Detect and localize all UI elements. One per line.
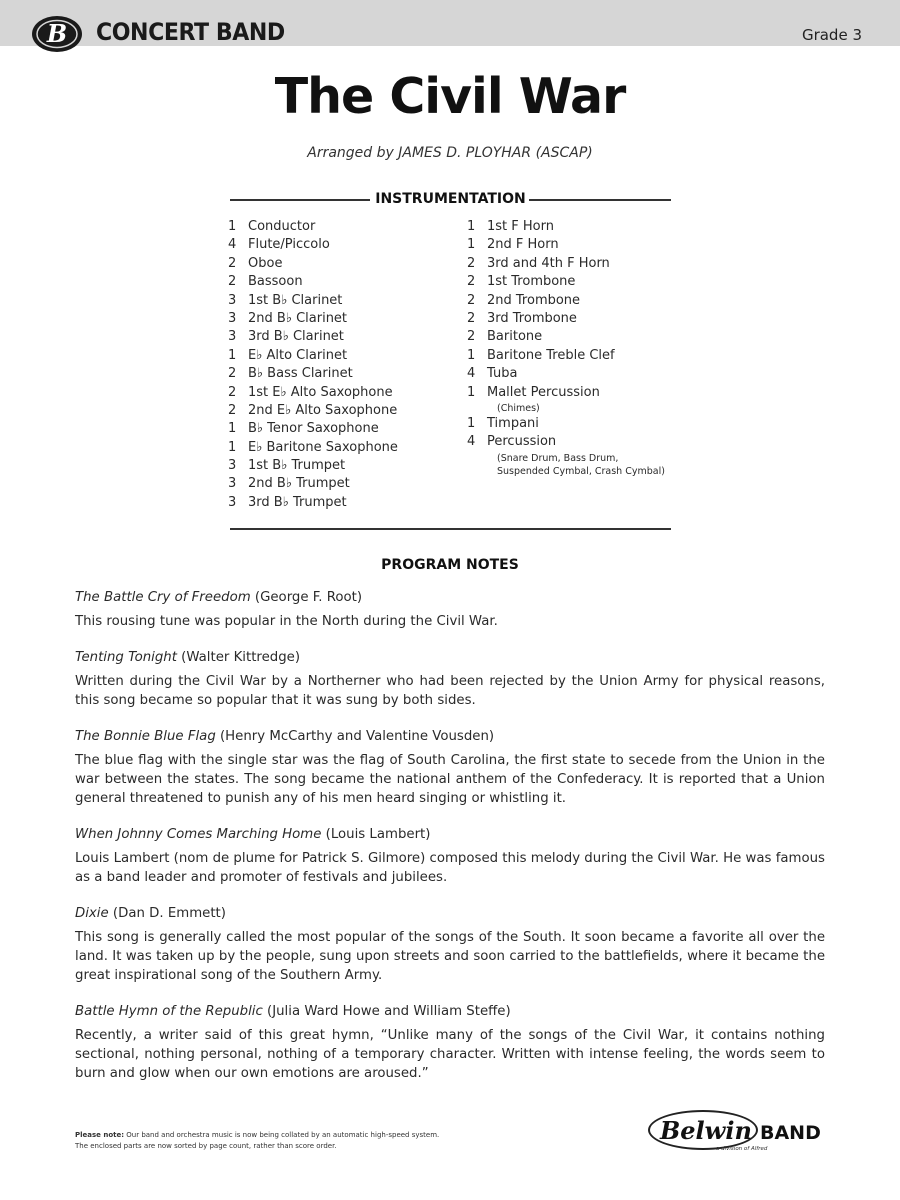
instrument-name: B♭ Bass Clarinet xyxy=(248,366,353,382)
instrument-name: 3rd B♭ Trumpet xyxy=(248,494,347,510)
instrument-quantity: 3 xyxy=(228,292,237,308)
song-composer: (Henry McCarthy and Valentine Vousden) xyxy=(215,729,495,744)
collation-note-label: Please note: xyxy=(75,1131,125,1139)
instrument-name: 3rd B♭ Clarinet xyxy=(248,329,344,345)
instrument-row xyxy=(228,273,448,291)
instrument-quantity: 2 xyxy=(228,402,237,418)
svg-text:B: B xyxy=(46,19,68,48)
instrument-name: (Chimes) xyxy=(497,402,540,414)
instrument-quantity: 3 xyxy=(228,476,237,492)
song-title: Dixie xyxy=(75,906,109,921)
instrument-quantity: 1 xyxy=(228,347,237,363)
instrument-row xyxy=(228,218,448,236)
instrument-quantity: 3 xyxy=(228,458,237,474)
note-body: Written during the Civil War by a Northerner who had been rejected by the Union Army for physical reasons, this song became so popular that it was sung by both sides. xyxy=(75,674,825,708)
instrument-row xyxy=(228,347,448,365)
collation-note xyxy=(75,1130,535,1152)
instrument-name: Mallet Percussion xyxy=(487,384,600,400)
instrument-quantity: 2 xyxy=(228,366,237,382)
song-title: The Bonnie Blue Flag xyxy=(75,729,216,744)
instrument-name: Timpani xyxy=(487,415,539,431)
note-body: This song is generally called the most popular of the songs of the South. It soon became a favorite all over the land. It was taken up by the people, sung upon streets and soon carried to the battlefields, where it became the great inspirational song of the Southern Army. xyxy=(75,930,825,983)
instrument-row xyxy=(467,365,707,383)
instrument-name: Conductor xyxy=(248,219,316,234)
song-title: Battle Hymn of the Republic xyxy=(75,1004,263,1019)
song-composer: (Dan D. Emmett) xyxy=(108,906,226,921)
grade-label: Grade 3 xyxy=(801,26,862,44)
instrument-row xyxy=(228,457,448,475)
instrument-quantity: 1 xyxy=(228,439,237,455)
instrument-quantity: 1 xyxy=(467,237,476,253)
publisher-logo xyxy=(648,1110,833,1158)
instrument-name: E♭ Alto Clarinet xyxy=(248,347,348,363)
instrument-name: Tuba xyxy=(487,366,518,382)
note-title xyxy=(75,727,825,746)
note-body: Recently, a writer said of this great hymn, “Unlike many of the songs of the Civil War, it contains nothing sectional, nothing personal, nothing of a temporary character. Written with intense feeling, the words seem to burn and glow when our own emotions are aroused.” xyxy=(75,1028,825,1081)
instrument-name: 1st F Horn xyxy=(487,219,554,234)
instrument-name: 2nd E♭ Alto Saxophone xyxy=(248,402,398,418)
song-title: The Battle Cry of Freedom xyxy=(75,590,251,605)
instrument-quantity: 3 xyxy=(228,329,237,345)
instrument-row xyxy=(228,475,448,493)
collation-note-line-1 xyxy=(75,1130,535,1141)
instrument-row xyxy=(467,465,707,478)
collation-note-text-1: Our band and orchestra music is now being collated by an automatic high-speed system. xyxy=(124,1131,440,1139)
instrument-quantity: 1 xyxy=(228,421,237,437)
instrument-quantity: 2 xyxy=(467,310,476,326)
series-title: CONCERT BAND xyxy=(96,18,285,46)
instrumentation-list-left xyxy=(228,218,448,512)
instrument-row xyxy=(467,218,707,236)
instrument-quantity: 2 xyxy=(228,384,237,400)
instrument-row xyxy=(467,310,707,328)
instrument-quantity: 1 xyxy=(467,415,476,431)
note-title xyxy=(75,648,825,667)
instrumentation-bottom-rule xyxy=(230,528,671,530)
arranger-credit: Arranged by JAMES D. PLOYHAR (ASCAP) xyxy=(307,145,593,161)
instrument-quantity: 2 xyxy=(467,255,476,271)
instrument-row xyxy=(228,384,448,402)
instrument-row xyxy=(467,292,707,310)
note-body: Louis Lambert (nom de plume for Patrick S. Gilmore) composed this melody during the Civil War. He was famous as a band leader and promoter of festivals and jubilees. xyxy=(75,851,825,885)
instrument-name: 1st Trombone xyxy=(487,274,576,290)
instrument-row xyxy=(467,347,707,365)
instrument-quantity: 4 xyxy=(467,434,476,450)
instrument-row xyxy=(228,365,448,383)
instrument-name: 2nd B♭ Clarinet xyxy=(248,310,348,326)
instrument-row xyxy=(467,433,707,451)
instrument-row xyxy=(228,292,448,310)
instrument-row xyxy=(228,236,448,254)
instrument-name: Percussion xyxy=(487,434,557,450)
instrument-row xyxy=(467,384,707,402)
instrument-row xyxy=(228,310,448,328)
instrument-quantity: 1 xyxy=(467,384,476,400)
note-body: This rousing tune was popular in the North during the Civil War. xyxy=(75,614,498,629)
instrument-name: 2nd B♭ Trumpet xyxy=(248,476,350,492)
instrument-name: 3rd Trombone xyxy=(487,310,577,326)
instrument-row xyxy=(467,328,707,346)
instrument-quantity: 4 xyxy=(228,237,237,253)
instrument-quantity: 2 xyxy=(228,274,237,290)
instrument-row xyxy=(228,328,448,346)
instrument-row xyxy=(228,255,448,273)
instrument-name: 2nd F Horn xyxy=(487,237,559,253)
song-composer: (Julia Ward Howe and William Steffe) xyxy=(262,1004,511,1019)
instrument-quantity: 4 xyxy=(467,366,476,382)
instrument-quantity: 3 xyxy=(228,494,237,510)
program-notes-heading: PROGRAM NOTES xyxy=(381,557,519,573)
instrument-name: Baritone xyxy=(487,329,543,345)
instrument-name: 3rd and 4th F Horn xyxy=(487,255,610,271)
publisher-name: Belwin xyxy=(660,1116,752,1145)
note-title xyxy=(75,904,825,923)
collation-note-line-2: The enclosed parts are now sorted by page count, rather than score order. xyxy=(75,1142,337,1150)
instrument-name: (Snare Drum, Bass Drum, xyxy=(497,452,619,464)
instrument-quantity: 2 xyxy=(467,274,476,290)
belwin-b-logo-icon xyxy=(30,12,84,56)
instrument-name: Oboe xyxy=(248,255,283,271)
instrument-name: 1st E♭ Alto Saxophone xyxy=(248,384,393,400)
instrument-row xyxy=(467,273,707,291)
instrument-quantity: 1 xyxy=(467,347,476,363)
instrument-quantity: 2 xyxy=(467,329,476,345)
instrument-row xyxy=(228,494,448,512)
instrument-quantity: 2 xyxy=(467,292,476,308)
heading-rule-right xyxy=(529,199,671,201)
instrument-name: B♭ Tenor Saxophone xyxy=(248,421,379,437)
page-title: The Civil War xyxy=(274,68,626,125)
instrument-row xyxy=(228,402,448,420)
instrument-row xyxy=(228,420,448,438)
instrument-row xyxy=(467,255,707,273)
song-composer: (Louis Lambert) xyxy=(321,827,431,842)
instrument-name: 1st B♭ Clarinet xyxy=(248,292,343,308)
instrument-name: Baritone Treble Clef xyxy=(487,347,615,363)
instrument-quantity: 2 xyxy=(228,255,237,271)
instrument-quantity: 1 xyxy=(228,219,237,234)
instrument-name: Flute/Piccolo xyxy=(248,237,330,253)
song-title: Tenting Tonight xyxy=(75,650,177,665)
song-composer: (Walter Kittredge) xyxy=(176,650,301,665)
instrument-name: Bassoon xyxy=(248,274,303,290)
note-body: The blue flag with the single star was the flag of South Carolina, the first state to secede from the Union in the war between the states. The song became the national anthem of the Confederacy. It is reported that a Union general threatened to punish any of his men heard singing or whistling it. xyxy=(75,753,825,806)
note-title xyxy=(75,825,825,844)
note-title xyxy=(75,588,825,607)
instrument-row xyxy=(467,452,707,465)
instrumentation-heading-label: INSTRUMENTATION xyxy=(375,191,526,207)
instrument-row xyxy=(467,402,707,415)
instrument-name: 2nd Trombone xyxy=(487,292,581,308)
instrument-row xyxy=(467,415,707,433)
instrument-name: Suspended Cymbal, Crash Cymbal) xyxy=(497,465,665,477)
instrument-name: E♭ Baritone Saxophone xyxy=(248,439,398,455)
instrument-name: 1st B♭ Trumpet xyxy=(248,458,346,474)
instrumentation-list-right xyxy=(467,218,707,478)
note-title xyxy=(75,1002,825,1021)
instrument-quantity: 1 xyxy=(467,219,476,234)
instrumentation-heading xyxy=(230,190,671,210)
instrument-quantity: 3 xyxy=(228,310,237,326)
song-composer: (George F. Root) xyxy=(250,590,363,605)
publisher-division: a division of Alfred xyxy=(716,1146,768,1152)
program-notes xyxy=(75,588,825,1100)
publisher-band: BAND xyxy=(760,1122,821,1144)
song-title: When Johnny Comes Marching Home xyxy=(75,827,322,842)
instrument-row xyxy=(228,439,448,457)
instrument-row xyxy=(467,236,707,254)
